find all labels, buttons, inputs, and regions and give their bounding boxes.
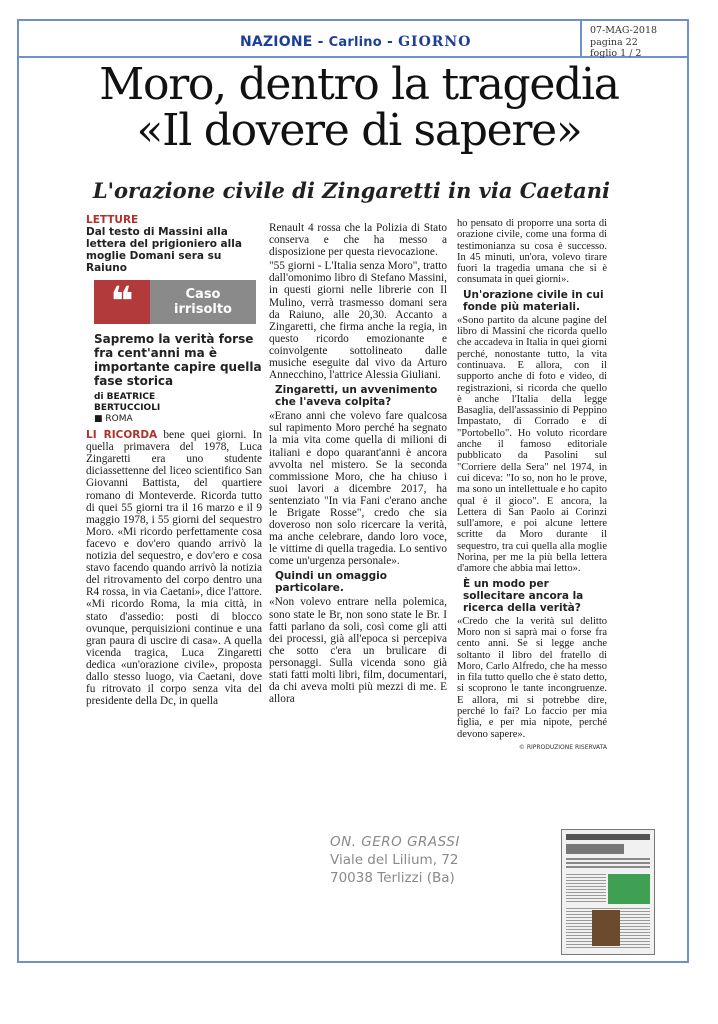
headline (0, 59, 718, 156)
deck: Dal testo di Massini alla lettera del prigioniero alla moglie Domani sera su Raiuno (86, 226, 242, 274)
byline-line-2: BERTUCCIOLI (94, 402, 161, 413)
quote-label-line-2: irrisolto (173, 302, 232, 317)
column-3 (457, 218, 607, 753)
copyright-note: © RIPRODUZIONE RISERVATA (518, 743, 607, 751)
stamp-city: 70038 Terlizzi (Ba) (330, 870, 455, 886)
paragraph: «Non volevo entrare nella polemica, sono state le Br, non sono state le Br. I fatti parlano da soli, così come gli atti dei processi, già all'epoca si percepiva che sotto c'era un brulicare di personaggi. Sulla vicenda sono già stati fatti molti libri, film, documentari, da chi aveva molti più mezzi di me. E allora (269, 596, 447, 706)
interview-question: Zingaretti, un avvenimento che l'aveva colpita? (275, 384, 438, 409)
paragraph: «Credo che la verità sul delitto Moro non si saprà mai o forse fra cento anni. Se si legge anche soltanto il libro del fratello di Moro, Carlo Alfredo, che ha messo in fila tutto quello che è stato detto, si scoprono le tante incongruenze. E allora, mi si potrebbe dire, perché lo fai? Lo faccio per mia figlia, e per mia nipote, perché devono sapere». (457, 615, 607, 740)
column-2 (269, 222, 447, 707)
interview-question: Un'orazione civile in cui fonde più materiali. (463, 288, 604, 313)
paragraph: ho pensato di proporre una sorta di orazione civile, come una forma di testimonianza su cosa è successo. In 45 minuti, un'ora, volevo tirare fuori la tragedia umana che si è consumata in quei giorni». (457, 218, 607, 286)
paragraph-text: bene quei giorni. In quella primavera del 1978, Luca Zingaretti era uno studente diciassettenne del liceo scientifico San Giovanni Battista, del quartiere romano di Monteverde. Ricorda tutto di quei 55 giorni tra il 16 marzo e il 9 maggio 1978, i 55 giorni del sequestro Moro. «Mi ricordo perfettamente cosa facevo e dov'ero quando arrivò la notizia del sequestro, e dov'ero e cosa stavo facendo quando arrivò la notizia del ritrovamento del corpo dentro una R4 rossa, in via Caetani», dice l'attore. «Mi ricordo Roma, la mia città, in stato d'assedio: posti di blocco ovunque, perquisizioni continue e una gran paura di uscire di casa». A quella vicenda tragica, Luca Zingaretti dedica «un'orazione civile», proposta dallo stesso luogo, via Caetani, dove fu ritrovato il corpo senza vita del presidente della Dc, in quella (86, 429, 262, 708)
column-1 (86, 214, 262, 709)
masthead-nazione: NAZIONE (240, 34, 313, 50)
paragraph: Renault 4 rossa che la Polizia di Stato conserva e che ha messo a disposizione per questa rievocazione. (269, 222, 447, 259)
quote-mark-icon: ❝ (94, 280, 150, 324)
dateline: ■ ROMA (94, 414, 133, 424)
headline-line-2: «Il dovere di sapere» (136, 105, 582, 156)
paragraph (86, 429, 262, 707)
quote-box (94, 280, 256, 324)
pull-quote: Sapremo la verità forse fra cent'anni ma è importante capire quella fase storica (94, 332, 262, 388)
stamp-street: Viale del Lilium, 72 (330, 852, 459, 868)
sheet-number: foglio 1 / 2 (590, 48, 642, 59)
address-stamp (330, 833, 460, 887)
paragraph: "55 giorni - L'Italia senza Moro", tratto dall'omonimo libro di Stefano Massini, in questi giorni nelle librerie con Il Mulino, verrà trasmesso domani sera da Raiuno, alle 20,30. Accanto a Zingaretti, che firma anche la regia, in questo ricordo emozionante e coinvolgente sottolineato dalle musiche eseguite dal vivo da Arturo Annecchino, l'attrice Alessia Giuliani. (269, 260, 447, 382)
masthead-separator: - (312, 34, 329, 50)
subheadline: L'orazione civile di Zingaretti in via Caetani (92, 178, 610, 203)
masthead-carlino: Carlino (328, 35, 382, 50)
masthead-separator: - (381, 34, 399, 50)
paragraph: «Erano anni che volevo fare qualcosa sul rapimento Moro perché ha segnato la mia vita come quella di milioni di italiani e dopo quarant'anni è ancora avvolta nel mistero. Se la seconda commissione Moro, che ha chiuso i suoi lavori a dicembre 2017, ha sentenziato "In via Fani c'erano anche le Brigate Rosse", credo che sia doveroso non solo ricercare la verità, ma anche celebrare, dando loro voce, le vittime di quella tragedia. Lo sentivo come un'urgenza personale». (269, 410, 447, 568)
masthead (240, 34, 471, 50)
date: 07-MAG-2018 (590, 25, 658, 36)
headline-line-1: Moro, dentro la tragedia (99, 59, 619, 110)
byline (94, 392, 262, 413)
page-number: pagina 22 (590, 36, 638, 48)
header-divider (17, 56, 687, 58)
masthead-giorno: GIORNO (398, 34, 472, 50)
stamp-name: ON. GERO GRASSI (330, 834, 460, 850)
byline-line-1: di BEATRICE (94, 392, 156, 402)
quote-label (150, 280, 256, 324)
kicker: LETTURE (86, 214, 139, 226)
interview-question: È un modo per sollecitare ancora la ricerca della verità? (463, 577, 584, 614)
lead-words: LI RICORDA (86, 429, 158, 442)
header-vertical-divider (580, 19, 582, 57)
quote-label-line-1: Caso (185, 287, 221, 302)
interview-question: Quindi un omaggio particolare. (275, 570, 387, 595)
paragraph: «Sono partito da alcune pagine del libro di Massini che ricorda quello che accadeva in Italia in quei giorni perché, nonostante tutto, la vita continuava. E allora, con il supporto anche di foto e video, di registrazioni, si ricorda che quello è anche l'Italia della legge Basaglia, dell'assassinio di Peppino Impastato, di Corrado e di "Portobello". Ho voluto ricordare anche il famoso editoriale pubblicato da Pasolini sul "Corriere della Sera" nel 1974, in cui diceva: "Io so, non ho le prove, ma sono un intellettuale e ho capito qual è il gioco". E ancora, la Lettera di San Paolo ai Corinzi sull'amore, e poi alcune lettere scritte da Moro durante il sequestro, tra cui quella alla moglie Norina, per me la più bella lettera d'amore che abbia mai letto». (457, 314, 607, 575)
clipping-meta (590, 25, 657, 60)
page-thumbnail-icon (561, 829, 655, 955)
